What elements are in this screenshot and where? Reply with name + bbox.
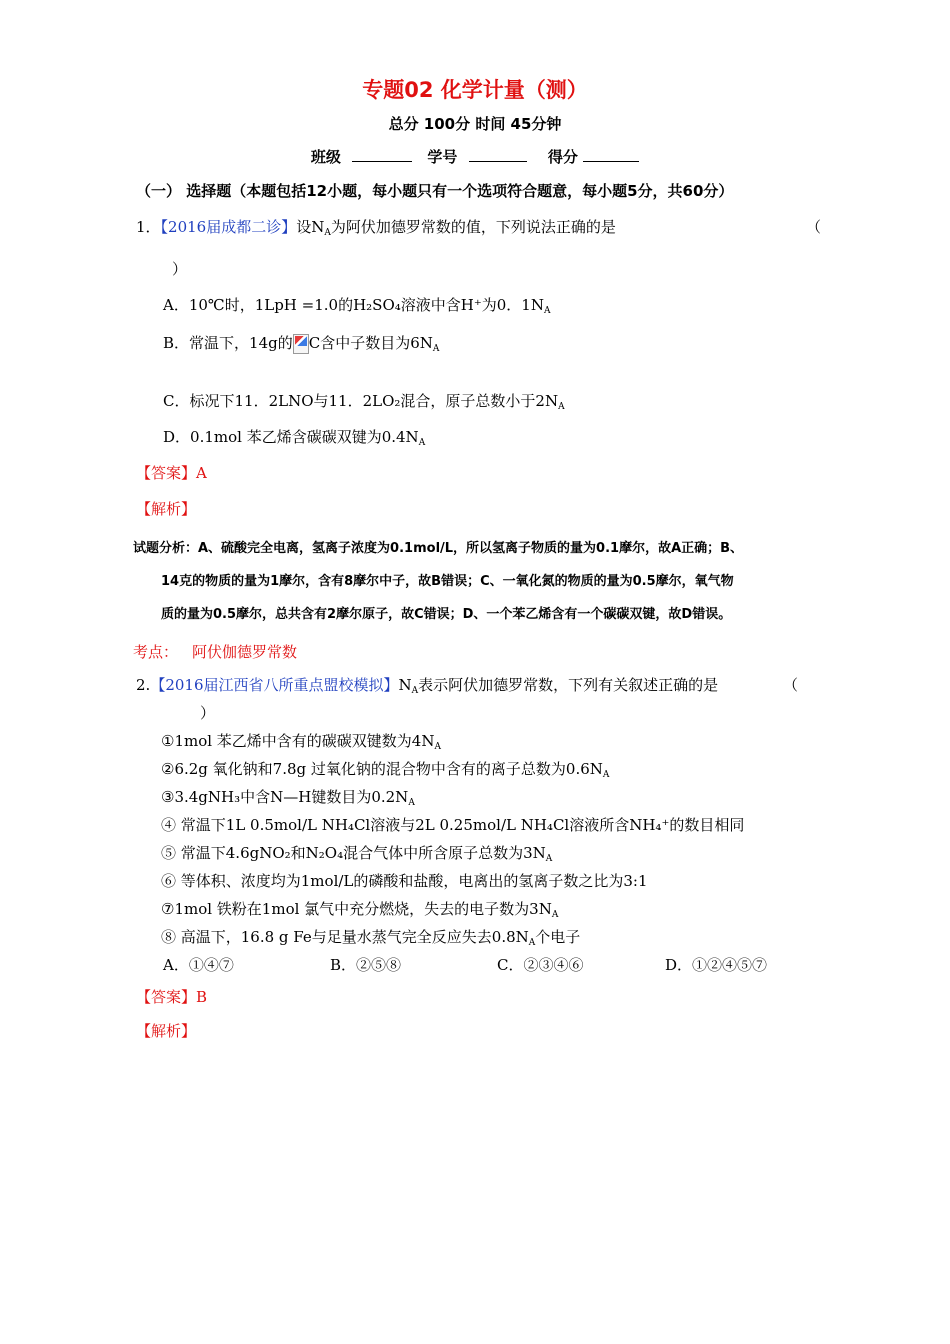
statement-text: ⑦1mol 铁粉在1mol 氯气中充分燃烧，失去的电子数为3N bbox=[161, 900, 552, 918]
analysis-line-3: 质的量为0.5摩尔，总共含有2摩尔原子，故C错误；D、一个苯乙烯含有一个碳碳双键，故D错误。 bbox=[161, 607, 732, 622]
option-b: B．②⑤⑧ bbox=[330, 956, 402, 974]
subscript: A bbox=[602, 770, 610, 780]
subscript: A bbox=[528, 938, 536, 948]
subscript: A bbox=[551, 910, 559, 920]
kaodian-line bbox=[133, 641, 297, 662]
section-heading: （一） 选择题（本题包括12小题，每小题只有一个选项符合题意，每小题5分，共60分） bbox=[136, 182, 734, 200]
student-id-label: 学号 bbox=[427, 148, 458, 166]
analysis-line-1: 试题分析：A、硫酸完全电离，氢离子浓度为0.1mol/L，所以氢离子物质的量为0.1摩尔，故A正确；B、 bbox=[133, 541, 744, 556]
statement-6 bbox=[161, 870, 648, 891]
statement-5 bbox=[161, 842, 552, 864]
class-blank[interactable] bbox=[352, 147, 412, 162]
question-2-stem bbox=[136, 674, 718, 696]
option-text: D．0.1mol 苯乙烯含碳碳双键为0.4N bbox=[163, 428, 419, 446]
subscript: A bbox=[434, 742, 441, 752]
question-number: 2. bbox=[136, 676, 151, 694]
stem-text: 设N bbox=[296, 218, 325, 236]
statement-text: ③3.4gNH₃中含N—H键数目为0.2N bbox=[161, 788, 409, 806]
stem-text: 表示阿伏加德罗常数，下列有关叙述正确的是 bbox=[418, 676, 719, 694]
statement-3 bbox=[161, 786, 415, 808]
option-c bbox=[163, 390, 565, 412]
answer-paren-close: ） bbox=[172, 260, 188, 278]
analysis-line-2: 14克的物质的量为1摩尔，含有8摩尔中子，故B错误；C、一氧化氮的物质的量为0.5摩尔，氧气物 bbox=[161, 574, 734, 589]
answer-value: B bbox=[196, 988, 208, 1006]
stem-text: N bbox=[398, 676, 412, 694]
page-title: 专题02 化学计量（测） bbox=[362, 78, 588, 102]
question-source: 【2016届江西省八所重点盟校模拟】 bbox=[150, 676, 399, 694]
broken-image-icon bbox=[293, 334, 309, 354]
subscript: A bbox=[411, 686, 419, 696]
kaodian-label: 考点： bbox=[133, 643, 179, 661]
option-a: A．①④⑦ bbox=[163, 956, 234, 974]
statement-4 bbox=[161, 814, 744, 835]
statement-8 bbox=[161, 926, 580, 948]
question-number: 1． bbox=[136, 218, 161, 236]
answer-label: 【答案】 bbox=[136, 464, 197, 482]
statement-text: 个电子 bbox=[535, 928, 581, 946]
subscript: A bbox=[324, 228, 331, 238]
question-source: 【2016届成都二诊】 bbox=[160, 218, 297, 236]
analysis-label: 【解析】 bbox=[136, 500, 197, 518]
answer-line bbox=[136, 986, 207, 1007]
option-a bbox=[163, 294, 550, 316]
subscript: A bbox=[558, 402, 565, 412]
score-label: 得分 bbox=[547, 148, 578, 166]
exam-info: 总分 100分 时间 45分钟 bbox=[388, 115, 562, 133]
kaodian-value: 阿伏伽德罗常数 bbox=[192, 643, 298, 661]
answer-paren-close: ） bbox=[200, 704, 216, 722]
option-text: B．常温下，14g的 bbox=[163, 334, 293, 352]
analysis-label: 【解析】 bbox=[136, 1022, 197, 1040]
option-b bbox=[163, 332, 439, 354]
question-1-stem bbox=[136, 216, 616, 238]
option-d bbox=[163, 426, 425, 448]
stem-text: 为阿伏加德罗常数的值，下列说法正确的是 bbox=[330, 218, 616, 236]
statement-text: ②6.2g 氧化钠和7.8g 过氧化钠的混合物中含有的离子总数为0.6N bbox=[161, 760, 603, 778]
statement-text: ①1mol 苯乙烯中含有的碳碳双键数为4N bbox=[161, 732, 435, 750]
statement-text: ⑥ 等体积、浓度均为1mol/L的磷酸和盐酸，电离出的氢离子数之比为3:1 bbox=[161, 872, 648, 890]
option-text: A．10℃时，1LpH =1.0的H₂SO₄溶液中含H⁺为0．1N bbox=[163, 296, 544, 314]
statement-text: ④ 常温下1L 0.5mol/L NH₄Cl溶液与2L 0.25mol/L NH₄Cl溶液所含NH₄⁺的数目相同 bbox=[161, 816, 745, 834]
statement-text: ⑧ 高温下，16.8 g Fe与足量水蒸气完全反应失去0.8N bbox=[161, 928, 529, 946]
statement-1 bbox=[161, 730, 441, 752]
answer-label: 【答案】 bbox=[136, 988, 197, 1006]
student-info-line bbox=[0, 146, 950, 167]
option-c: C．②③④⑥ bbox=[497, 956, 584, 974]
option-d: D．①②④⑤⑦ bbox=[665, 956, 768, 974]
student-id-blank[interactable] bbox=[469, 147, 527, 162]
subscript: A bbox=[432, 344, 440, 354]
statement-2 bbox=[161, 758, 609, 780]
answer-paren-open: （ bbox=[783, 676, 799, 694]
answer-paren-open: （ bbox=[806, 218, 822, 236]
class-label: 班级 bbox=[310, 148, 341, 166]
option-text: C．标况下11．2LNO与11．2LO₂混合，原子总数小于2N bbox=[163, 392, 559, 410]
option-text: C含中子数目为6N bbox=[308, 334, 433, 352]
subscript: A bbox=[543, 306, 551, 316]
subscript: A bbox=[408, 798, 415, 808]
score-blank[interactable] bbox=[583, 147, 639, 162]
answer-value: A bbox=[196, 464, 207, 482]
statement-text: ⑤ 常温下4.6gNO₂和N₂O₄混合气体中所含原子总数为3N bbox=[161, 844, 546, 862]
answer-line bbox=[136, 462, 207, 483]
statement-7 bbox=[161, 898, 558, 920]
subscript: A bbox=[418, 438, 426, 448]
subscript: A bbox=[545, 854, 553, 864]
